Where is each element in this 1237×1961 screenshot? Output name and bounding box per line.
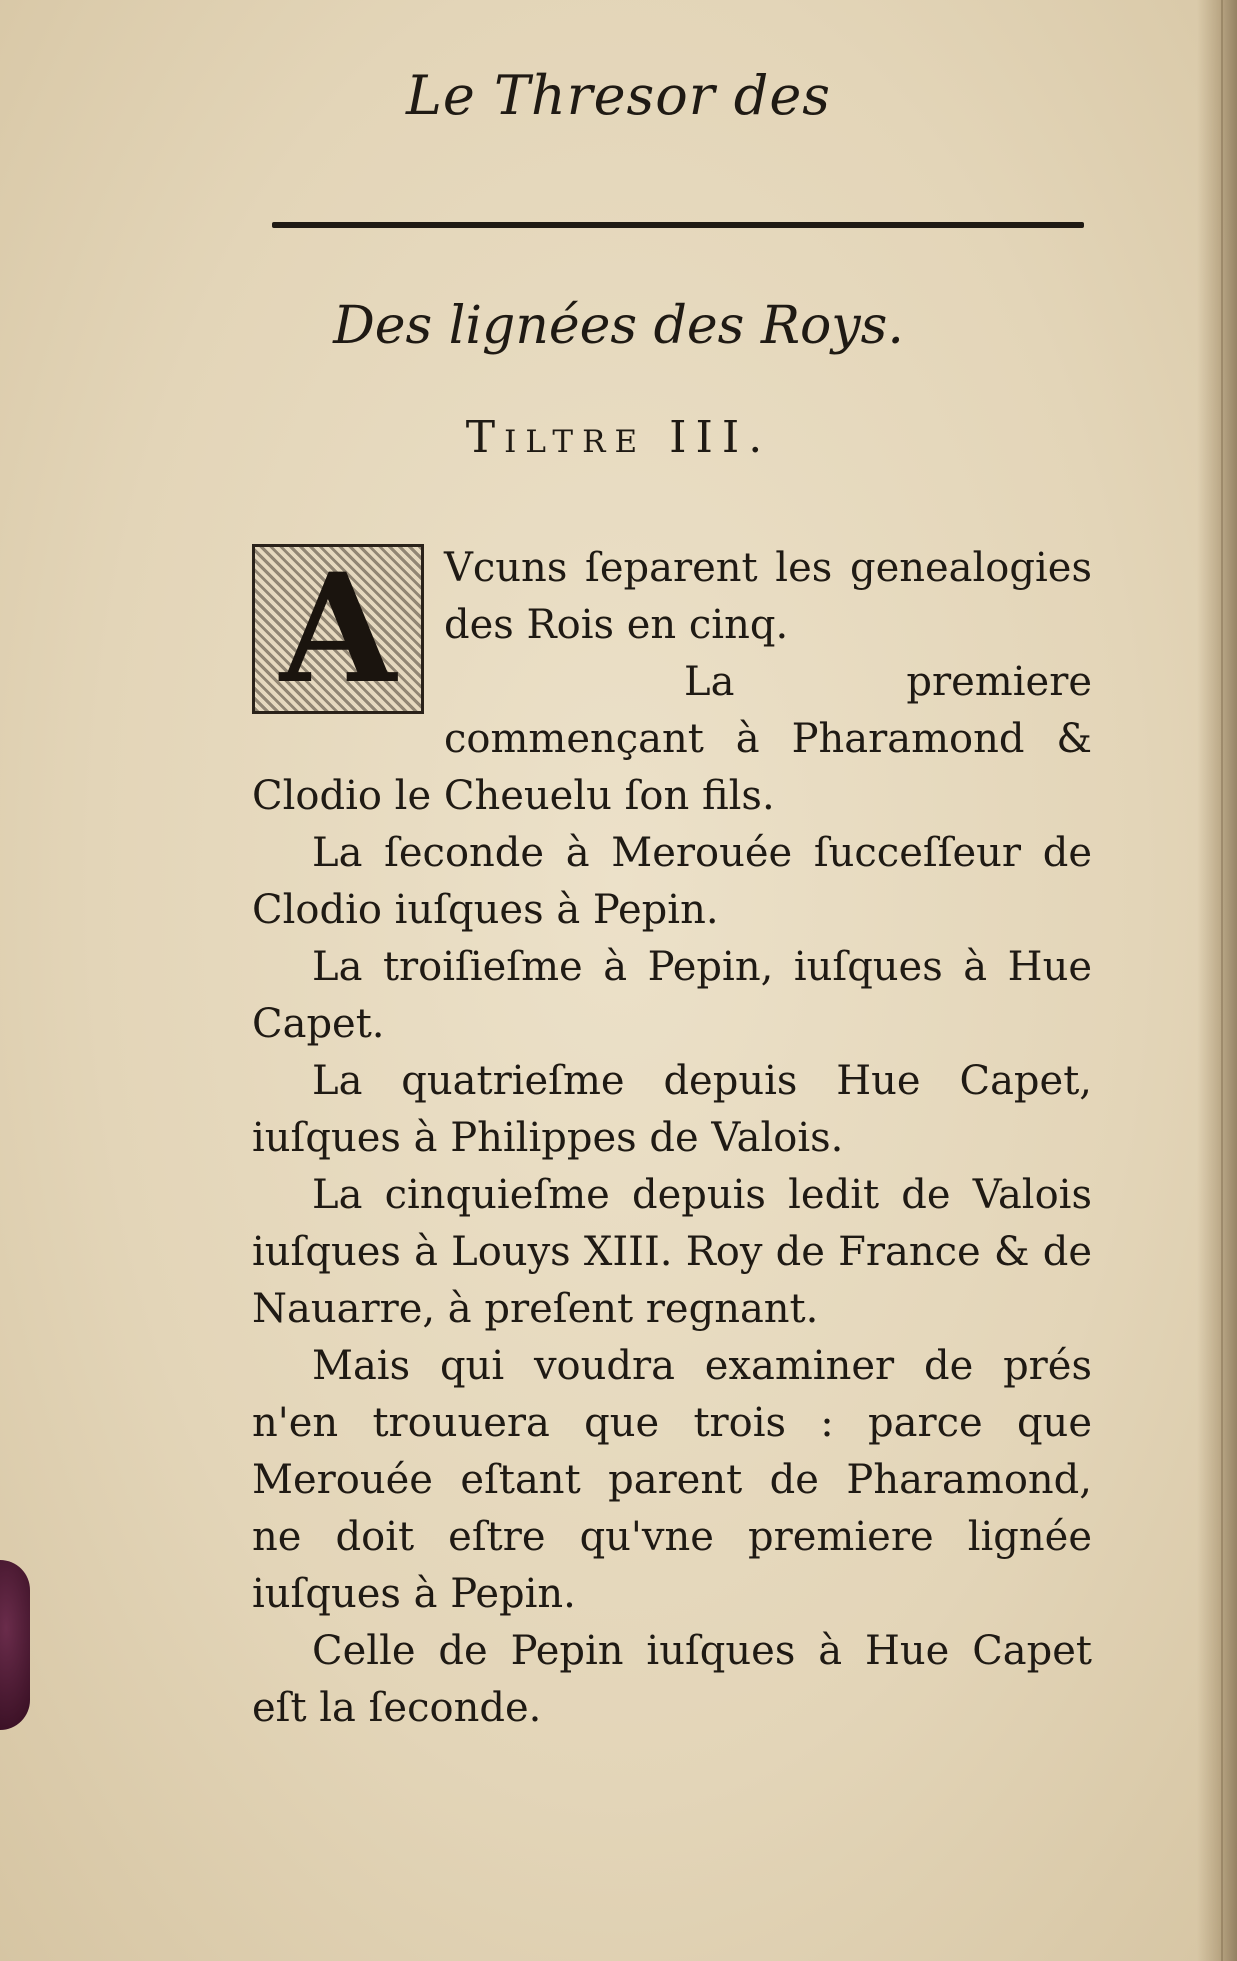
section-title: Des lignées des Roys.: [333, 296, 904, 356]
paragraph-6: La cinquieſme depuis ledit de Valois iuſques à Louys XIII. Roy de France & de Nauarre, à preſent regnant.: [252, 1172, 1092, 1332]
section-subtitle: Tiltre III.: [465, 412, 772, 463]
header-rule: [272, 222, 1084, 228]
paragraph-7: Mais qui voudra examiner de prés n'en trouuera que trois : parce que Merouée eſtant parent de Pharamond, ne doit eſtre qu'vne premiere lignée iuſques à Pepin.: [252, 1343, 1092, 1617]
paragraph-3: La ſeconde à Merouée ſucceſſeur de Clodio iuſques à Pepin.: [252, 830, 1092, 933]
bookmark-ribbon: [0, 1560, 30, 1730]
running-head: Le Thresor des: [406, 64, 831, 127]
page-edge-shadow: [1197, 0, 1237, 1961]
paragraph-2: La premiere commençant à Pharamond & Clodio le Cheuelu ſon fils.: [252, 659, 1092, 819]
paragraph-4: La troiſieſme à Pepin, iuſques à Hue Capet.: [252, 944, 1092, 1047]
paragraph-8: Celle de Pepin iuſques à Hue Capet eſt la ſeconde.: [252, 1628, 1092, 1731]
drop-cap-ornament: [252, 540, 424, 717]
drop-cap-letter: A: [255, 547, 421, 711]
page-edge-line: [1221, 0, 1223, 1961]
paragraph-1: Vcuns ſeparent les genealogies des Rois en cinq.: [444, 545, 1092, 648]
paragraph-5: La quatrieſme depuis Hue Capet, iuſques à Philippes de Valois.: [252, 1058, 1092, 1161]
body-text: [252, 540, 1092, 1737]
